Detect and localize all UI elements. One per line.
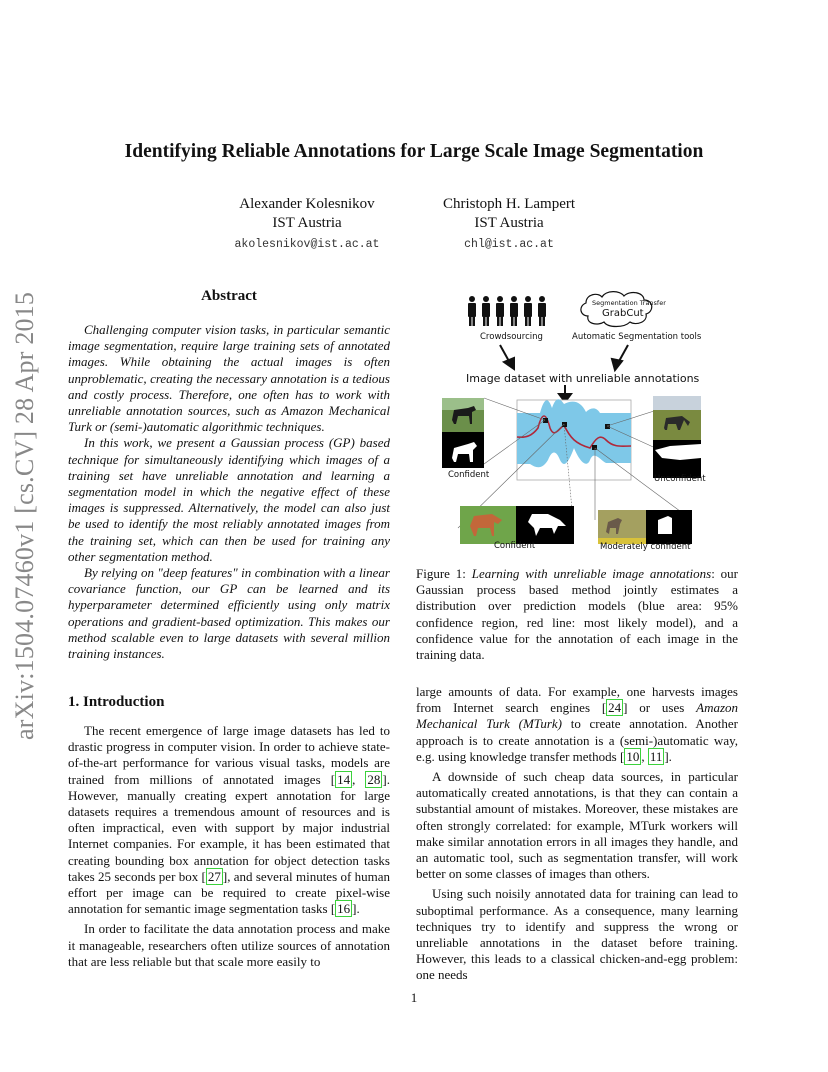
page-number: 1 bbox=[410, 990, 418, 1005]
label-confident-bottom: Confident bbox=[494, 541, 536, 551]
figure-1-caption bbox=[416, 566, 738, 663]
crowd-people-icon bbox=[468, 296, 546, 326]
intro-paragraph: A downside of such cheap data sources, in particular automatically created annotations, is that they can contain a substantial amount of mistakes. Moreover, these mistakes are often strongly correlated: for example, MTurk workers will make similar annotation errors in all images they handle, and an automatic tool, such as segmentation transfer, will work better on some classes of images than others. bbox=[416, 769, 738, 882]
intro-paragraph: The recent emergence of large image datasets has led to drastic progress in computer vision. In order to achieve state-of-the-art performance for various visual tasks, models are trained from millions of annotated images [ 14 , 28 ]. However, manually creating expert annotation for large datasets requires a tremendous amount of resources and is often impractical, even with support by major industrial Internet companies. For example, it has been estimated that creating bounding box annotation for object detection tasks takes 25 seconds per box [ 27 ], and several minutes of human effort per image can be required to create pixel-wise annotation for semantic image segmentation tasks [ 16 ]. bbox=[68, 723, 390, 917]
author-affiliation: IST Austria bbox=[474, 215, 544, 231]
arxiv-identifier-stamp: arXiv:1504.07460v1 [cs.CV] 28 Apr 2015 bbox=[10, 291, 39, 740]
introduction-right-column bbox=[416, 684, 738, 984]
paper-title: Identifying Reliable Annotations for Large Scale Image Segmentation bbox=[124, 141, 704, 162]
citation-link[interactable]: 14 bbox=[337, 771, 351, 787]
caption-label: Figure 1: bbox=[416, 566, 472, 581]
citation-link[interactable]: 11 bbox=[649, 748, 663, 764]
abstract-paragraph: By relying on "deep features" in combination with a linear covariance function, our GP can be learned and its hyperparameter determined efficiently using only matrix operations and gradient-based optimization. This makes our method scalable even to large datasets with several million training instances. bbox=[68, 565, 390, 662]
citation-link[interactable]: 16 bbox=[337, 901, 351, 917]
section-heading-introduction: 1. Introduction bbox=[68, 694, 165, 710]
caption-text: : our Gaussian process based method jointly estimates a distribution over prediction models (blue area: 95% confidence region, red line: most likely model), and a confidence value for the annotation of each image in the training data. bbox=[416, 566, 738, 663]
dataset-label: Image dataset with unreliable annotations bbox=[466, 372, 700, 385]
label-unconfident: Unconfident bbox=[654, 474, 706, 484]
author-email[interactable]: akolesnikov@ist.ac.at bbox=[234, 238, 380, 251]
automatic-tools-label: Automatic Segmentation tools bbox=[572, 332, 702, 342]
citation-link[interactable]: 24 bbox=[608, 700, 622, 716]
abstract-body bbox=[68, 322, 390, 662]
author-name: Christoph H. Lampert bbox=[442, 196, 576, 212]
author-affiliation: IST Austria bbox=[272, 215, 342, 231]
citation-link[interactable]: 27 bbox=[207, 868, 221, 884]
abstract-heading: Abstract bbox=[201, 288, 257, 304]
citation-link[interactable]: 10 bbox=[626, 748, 640, 764]
citation-link[interactable]: 28 bbox=[367, 771, 381, 787]
intro-paragraph: In order to facilitate the data annotation process and make it manageable, researchers often utilize sources of annotation that are less reliable but that scale more easily to bbox=[68, 921, 390, 969]
cloud-label-grabcut: GrabCut bbox=[602, 308, 644, 319]
introduction-left-column bbox=[68, 723, 390, 970]
crowdsourcing-label: Crowdsourcing bbox=[480, 332, 543, 342]
abstract-paragraph: In this work, we present a Gaussian process (GP) based technique for simultaneously identifying which images of a training set have unreliable annotation and learning a segmentation model in which the negative effect of these images is suppressed. Alternatively, the model can also just be used to identify the most reliably annotated images from the training set, which can then be used for training any other segmentation method. bbox=[68, 435, 390, 564]
author-name: Alexander Kolesnikov bbox=[239, 196, 375, 212]
author-block-2 bbox=[430, 195, 588, 254]
label-confident-left: Confident bbox=[448, 470, 490, 480]
caption-title: Learning with unreliable image annotations bbox=[471, 566, 712, 581]
author-email[interactable]: chl@ist.ac.at bbox=[464, 238, 554, 251]
intro-paragraph: Using such noisily annotated data for training can lead to suboptimal performance. As a consequence, many learning techniques try to identify and suppress the wrong or unreliable annotations in the dataset before training. However, this leads to a classical chicken-and-egg problem: one needs bbox=[416, 886, 738, 983]
cloud-label-segmentation-transfer: Segmentation Transfer bbox=[592, 299, 666, 307]
figure-1-diagram bbox=[440, 288, 740, 558]
intro-paragraph: large amounts of data. For example, one harvests images from Internet search engines [ 24 ] or uses Amazon Mechanical Turk (MTurk) to create annotation. Another approach is to create annotation is a (semi-)automatic way, e.g. using knowledge transfer methods [ 10 , 11 ]. bbox=[416, 684, 739, 764]
author-block-1 bbox=[228, 195, 386, 254]
figure-1 bbox=[440, 288, 740, 558]
abstract-paragraph: Challenging computer vision tasks, in particular semantic image segmentation, require large training sets of annotated images. While obtaining the actual images is often unproblematic, creating the necessary annotation is a tedious and costly process. Therefore, one often has to work with unreliable annotation sources, such as Amazon Mechanical Turk or (semi-)automatic algorithmic techniques. bbox=[68, 322, 390, 435]
label-moderately-confident: Moderately confident bbox=[600, 542, 691, 552]
